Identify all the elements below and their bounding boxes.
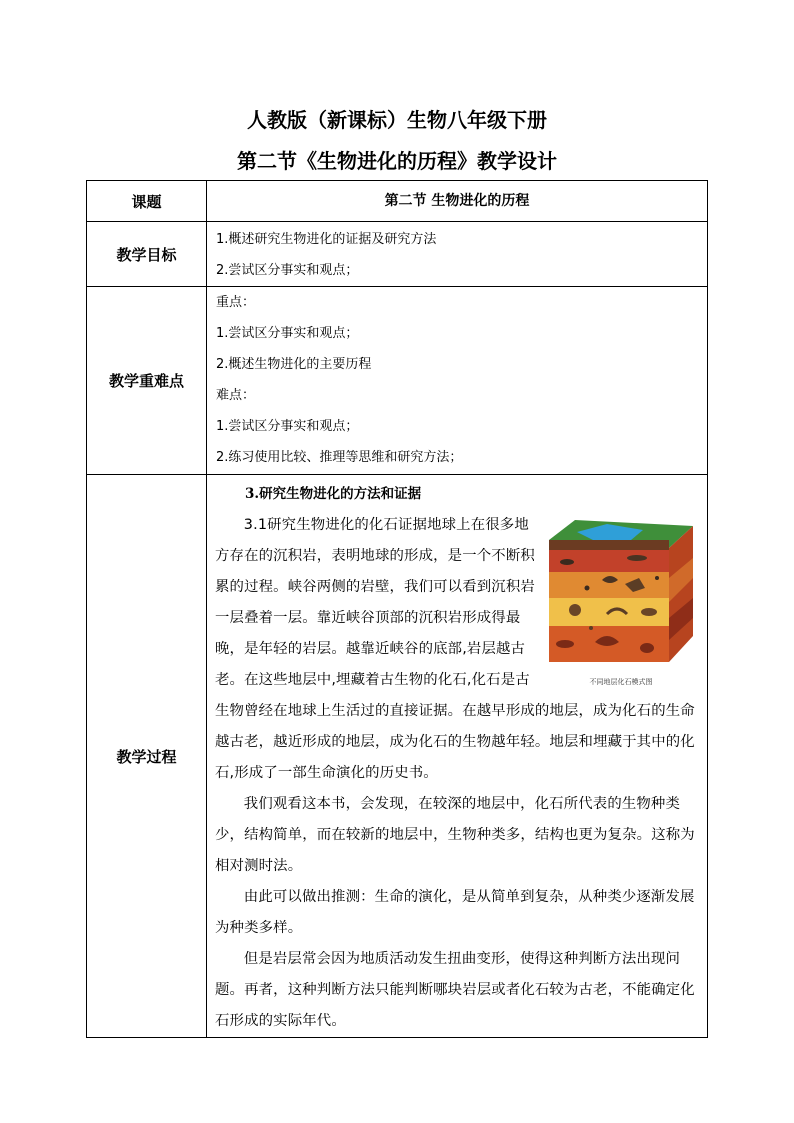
process-paragraph: 但是岩层常会因为地质活动发生扭曲变形，使得这种判断方法出现问题。再者，这种判断方法只能判断哪块岩层或者化石较为古老，不能确定化石形成的实际年代。 (215, 951, 695, 1029)
table-row-process (87, 475, 708, 1038)
key-point-line: 2.练习使用比较、推理等思维和研究方法； (216, 450, 463, 465)
key-point-line: 1.尝试区分事实和观点； (216, 326, 359, 341)
document-title-line1: 人教版（新课标）生物八年级下册 (247, 108, 547, 132)
table-row-topic (87, 181, 708, 222)
fossil-strata-illustration (547, 518, 695, 664)
row-label-process: 教学过程 (87, 475, 207, 1038)
key-point-line: 2.概述生物进化的主要历程 (216, 357, 372, 372)
process-paragraph: 由此可以做出推测：生命的演化，是从简单到复杂，从种类少逐渐发展为种类多样。 (215, 889, 695, 936)
row-label-key-points: 教学重难点 (87, 287, 207, 475)
key-point-line: 1.尝试区分事实和观点； (216, 419, 359, 434)
figure-caption: 不同地层化石模式图 (589, 678, 653, 686)
key-point-line: 难点： (216, 388, 256, 403)
row-label-goals: 教学目标 (87, 222, 207, 287)
document-title-line2: 第二节《生物进化的历程》教学设计 (237, 149, 557, 173)
fossil-strata-figure (547, 518, 695, 686)
goal-item: 1.概述研究生物进化的证据及研究方法 (216, 232, 437, 247)
key-point-line: 重点： (216, 295, 256, 310)
topic-value: 第二节 生物进化的历程 (384, 193, 530, 209)
table-row-goals (87, 222, 708, 287)
process-paragraph: 我们观看这本书，会发现，在较深的地层中，化石所代表的生物种类少，结构简单，而在较新的地层中，生物种类多，结构也更为复杂。这称为相对测时法。 (215, 796, 695, 874)
lesson-plan-table (86, 180, 708, 1038)
goal-item: 2.尝试区分事实和观点； (216, 263, 359, 278)
process-heading: 3.研究生物进化的方法和证据 (245, 486, 422, 502)
table-row-key-points (87, 287, 708, 475)
process-paragraph: 3.1研究生物进化的化石证据地球上在很多地方存在的沉积岩，表明地球的形成，是一个不断积累的过程。峡谷两侧的岩壁，我们可以看到沉积岩一层叠着一层。靠近峡谷顶部的沉积岩形成得最晚，是年轻的岩层。越靠近峡谷的底部,岩层越古老。在这些地层中,埋藏着古生物的化石,化石是古生物曾经在地球上生活过的直接证据。在越早形成的地层，成为化石的生命越古老，越近形成的地层，成为化石的生物越年轻。地层和埋藏于其中的化石,形成了一部生命演化的历史书。 (215, 517, 695, 781)
row-label-topic: 课题 (87, 181, 207, 222)
